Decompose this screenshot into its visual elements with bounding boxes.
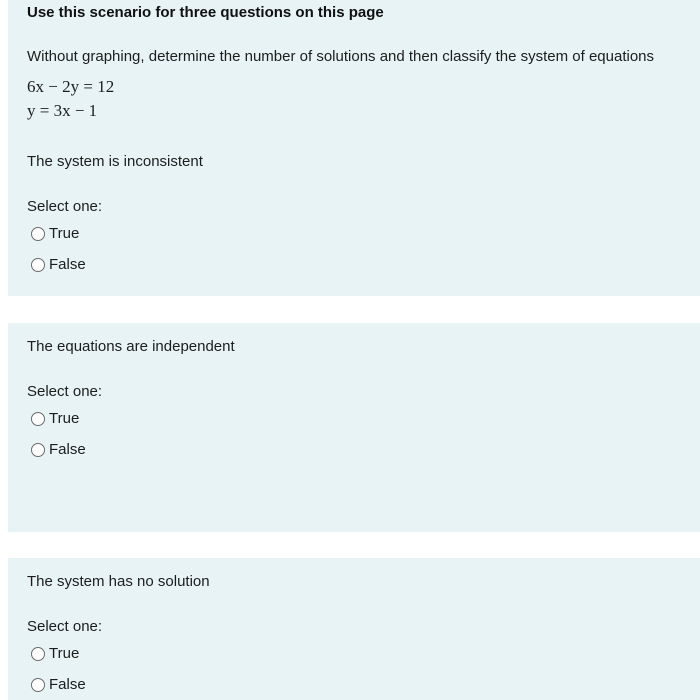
equation-1-rhs: 12: [97, 77, 115, 96]
radio-button[interactable]: [31, 678, 45, 692]
option-label: True: [49, 410, 80, 427]
radio-button[interactable]: [31, 258, 45, 272]
equation-1-lhs: 6x − 2y: [27, 77, 80, 96]
question-3-option-false[interactable]: [31, 676, 86, 693]
question-2-option-false[interactable]: [31, 441, 86, 458]
radio-button[interactable]: [31, 227, 45, 241]
scenario-instruction: Without graphing, determine the number of solutions and then classify the system of equations: [27, 48, 655, 65]
question-3-text: The system has no solution: [27, 573, 210, 590]
option-label: True: [49, 645, 80, 662]
equation-2: y = 3x − 1: [27, 101, 98, 120]
option-label: False: [49, 256, 86, 273]
question-1-option-true[interactable]: [31, 225, 79, 242]
question-1-text: The system is inconsistent: [27, 153, 203, 170]
radio-button[interactable]: [31, 443, 45, 457]
equation-1: 6x − 2y = 12: [27, 77, 115, 96]
option-label: False: [49, 676, 86, 693]
option-label: False: [49, 441, 86, 458]
radio-button[interactable]: [31, 412, 45, 426]
scenario-heading: Use this scenario for three questions on this page: [27, 4, 384, 21]
question-1-select-label: Select one:: [27, 198, 103, 215]
equation-2-lhs: y: [27, 101, 36, 120]
question-3-select-label: Select one:: [27, 618, 103, 635]
question-2-select-label: Select one:: [27, 383, 103, 400]
equation-2-rhs: 3x − 1: [53, 101, 98, 120]
question-panel-1: [8, 0, 700, 296]
question-2-option-true[interactable]: [31, 410, 79, 427]
radio-button[interactable]: [31, 647, 45, 661]
question-3-option-true[interactable]: [31, 645, 79, 662]
question-1-option-false[interactable]: [31, 256, 86, 273]
option-label: True: [49, 225, 80, 242]
question-2-text: The equations are independent: [27, 338, 235, 355]
